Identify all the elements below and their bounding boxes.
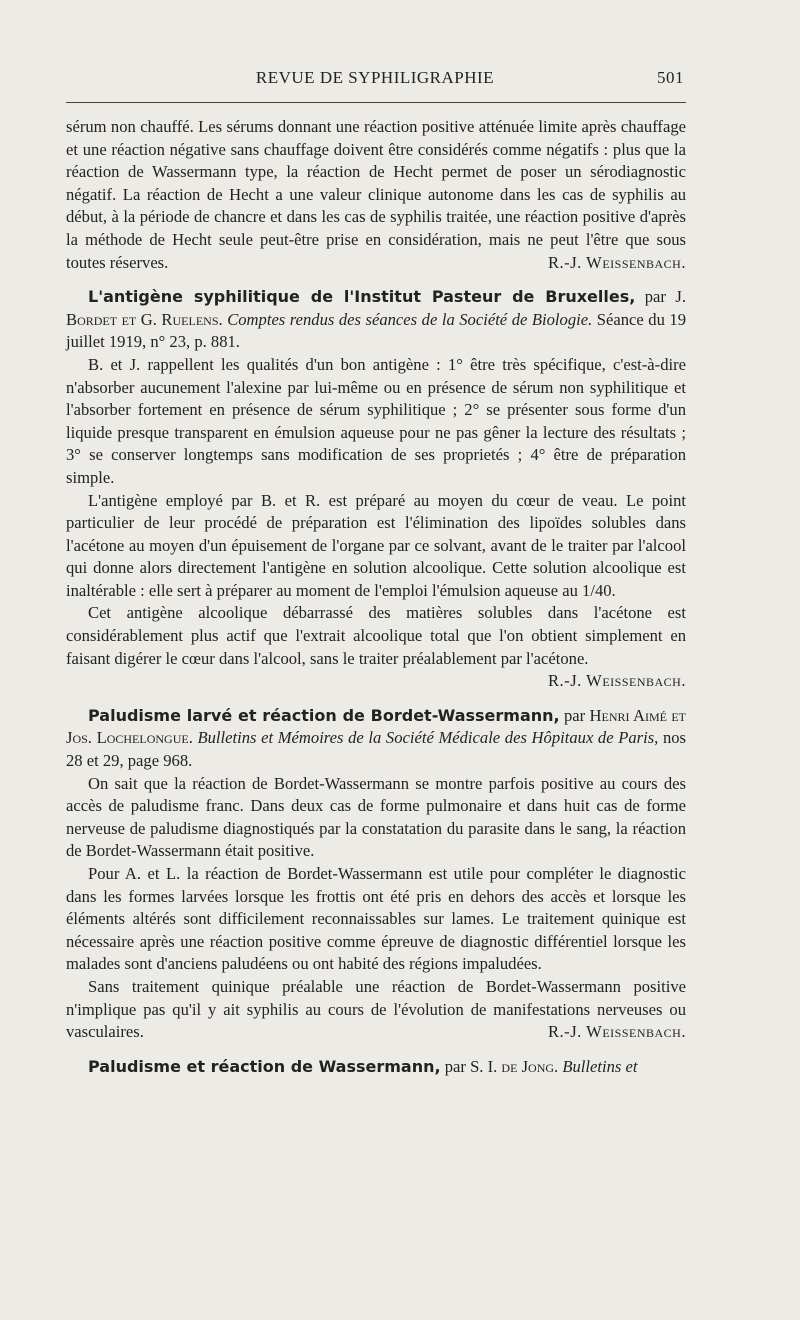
review-ref: Séance du 19 juillet 1919, n° 23, p. 881. — [66, 309, 687, 352]
paragraph-text: sérum non chauffé. Les sérums donnant une réaction positive atténuée limite après chauffage et une réaction négative sans chauffage doivent être considérés comme négatifs : plus que la réaction de Wassermann type, la réaction de Hecht permet de poser un sérodiagnostic négatif. La réaction de Hecht a une valeur clinique autonome dans les cas de syphilis au début, à la période de chancre et dans les cas de syphilis traitée, une réaction positive d'après la méthode de Hecht seule peut-être prise en considération, mais ne peut l'être que sous toutes réserves. — [66, 117, 686, 272]
paragraph-text: Cet antigène alcoolique débarrassé des matières solubles dans l'acétone est considérablement plus actif que l'extrait alcoolique total que l'on obtient simplement en faisant digérer le cœur dans l'alcool, sans le traiter préalablement par l'acétone. — [66, 603, 686, 668]
review-heading: Paludisme larvé et réaction de Bordet-Wassermann, — [88, 705, 560, 725]
paragraph: L'antigène employé par B. et R. est préparé au moyen du cœur de veau. Le point particulier de leur procédé de préparation est l'élimination des lipoïdes solubles dans l'acétone au moyen d'un épuisement de l'organe par ce solvant, avant de le traiter par l'alcool qui donne alors directement l'antigène en solution alcoolique. Cette solution alcoolique est inaltérable : elle sert à préparer au moment de l'emploi l'émulsion aqueuse au 1/40. — [66, 490, 686, 600]
review-authors: S. I. de Jong. — [470, 1056, 559, 1076]
signature: R.-J. Weissenbach. — [547, 671, 686, 691]
review-source: Bulletins et Mémoires de la Société Médicale des Hôpitaux de Paris, — [197, 728, 659, 748]
paragraph — [66, 976, 686, 1044]
review-source: Comptes rendus des séances de la Société de Biologie. — [227, 309, 593, 329]
page-number: 501 — [657, 68, 684, 87]
review-authors: Henri Aimé et Jos. Lochelongue. — [66, 705, 686, 748]
paragraph: Pour A. et L. la réaction de Bordet-Wassermann est utile pour compléter le diagnostic dans les formes larvées lorsque les frottis ont été pris en dehors des accès et lorsque les éléments altérés sont difficilement reconnaissables sur lames. Le traitement quinique est nécessaire après une réaction positive comme épreuve de diagnostic différentiel lorsque les malades sont d'anciens paludéens ou ont habité des régions impaludées. — [66, 864, 686, 974]
par-word: par — [559, 705, 590, 725]
paragraph-text: Sans traitement quinique préalable une réaction de Bordet-Wassermann positive n'implique pas qu'il y ait syphilis au cours de l'évolution de manifestations nerveuses ou vasculaires. — [66, 976, 686, 1042]
par-word: par — [635, 287, 676, 307]
review-citation — [66, 705, 686, 773]
par-word: par — [440, 1056, 471, 1076]
review-source: Bulletins et — [558, 1056, 638, 1076]
review-heading: L'antigène syphilitique de l'Institut Pasteur de Bruxelles, — [88, 287, 636, 307]
paragraph — [66, 602, 686, 691]
review-citation — [66, 1056, 686, 1079]
paragraph: B. et J. rappellent les qualités d'un bon antigène : 1° être très spécifique, c'est-à-dire n'absorber aucunement l'alexine par lui-même ou en présence de sérum non syphilitique et l'absorber fortement en présence de sérum syphilitique ; 2° se présenter sous forme d'un liquide presque transparent en émulsion aqueuse pour ne pas gêner la lecture des résultats ; 3° se conserver longtemps sans modification de ses proprietés ; 4° être de préparation simple. — [66, 354, 686, 487]
signature: R.-J. Weissenbach. — [547, 1022, 686, 1042]
article-body — [66, 116, 686, 1078]
review-ref: nos 28 et 29, page 968. — [66, 728, 687, 771]
review-authors: J. Bordet et G. Ruelens. — [66, 287, 686, 329]
signature: R.-J. Weissenbach. — [547, 252, 686, 272]
paragraph: On sait que la réaction de Bordet-Wassermann se montre parfois positive au cours des accès de paludisme franc. Dans deux cas de forme pulmonaire et dans huit cas de forme nerveuse de paludisme diagnostiqués par la constatation du parasite dans le sang, la réaction de Bordet-Wassermann était positive. — [66, 773, 686, 861]
running-header — [66, 64, 684, 94]
header-rule — [66, 102, 686, 103]
journal-title: REVUE DE SYPHILIGRAPHIE — [255, 68, 495, 87]
review-citation — [66, 286, 686, 354]
paragraph — [66, 116, 686, 274]
review-heading: Paludisme et réaction de Wassermann, — [88, 1056, 441, 1076]
